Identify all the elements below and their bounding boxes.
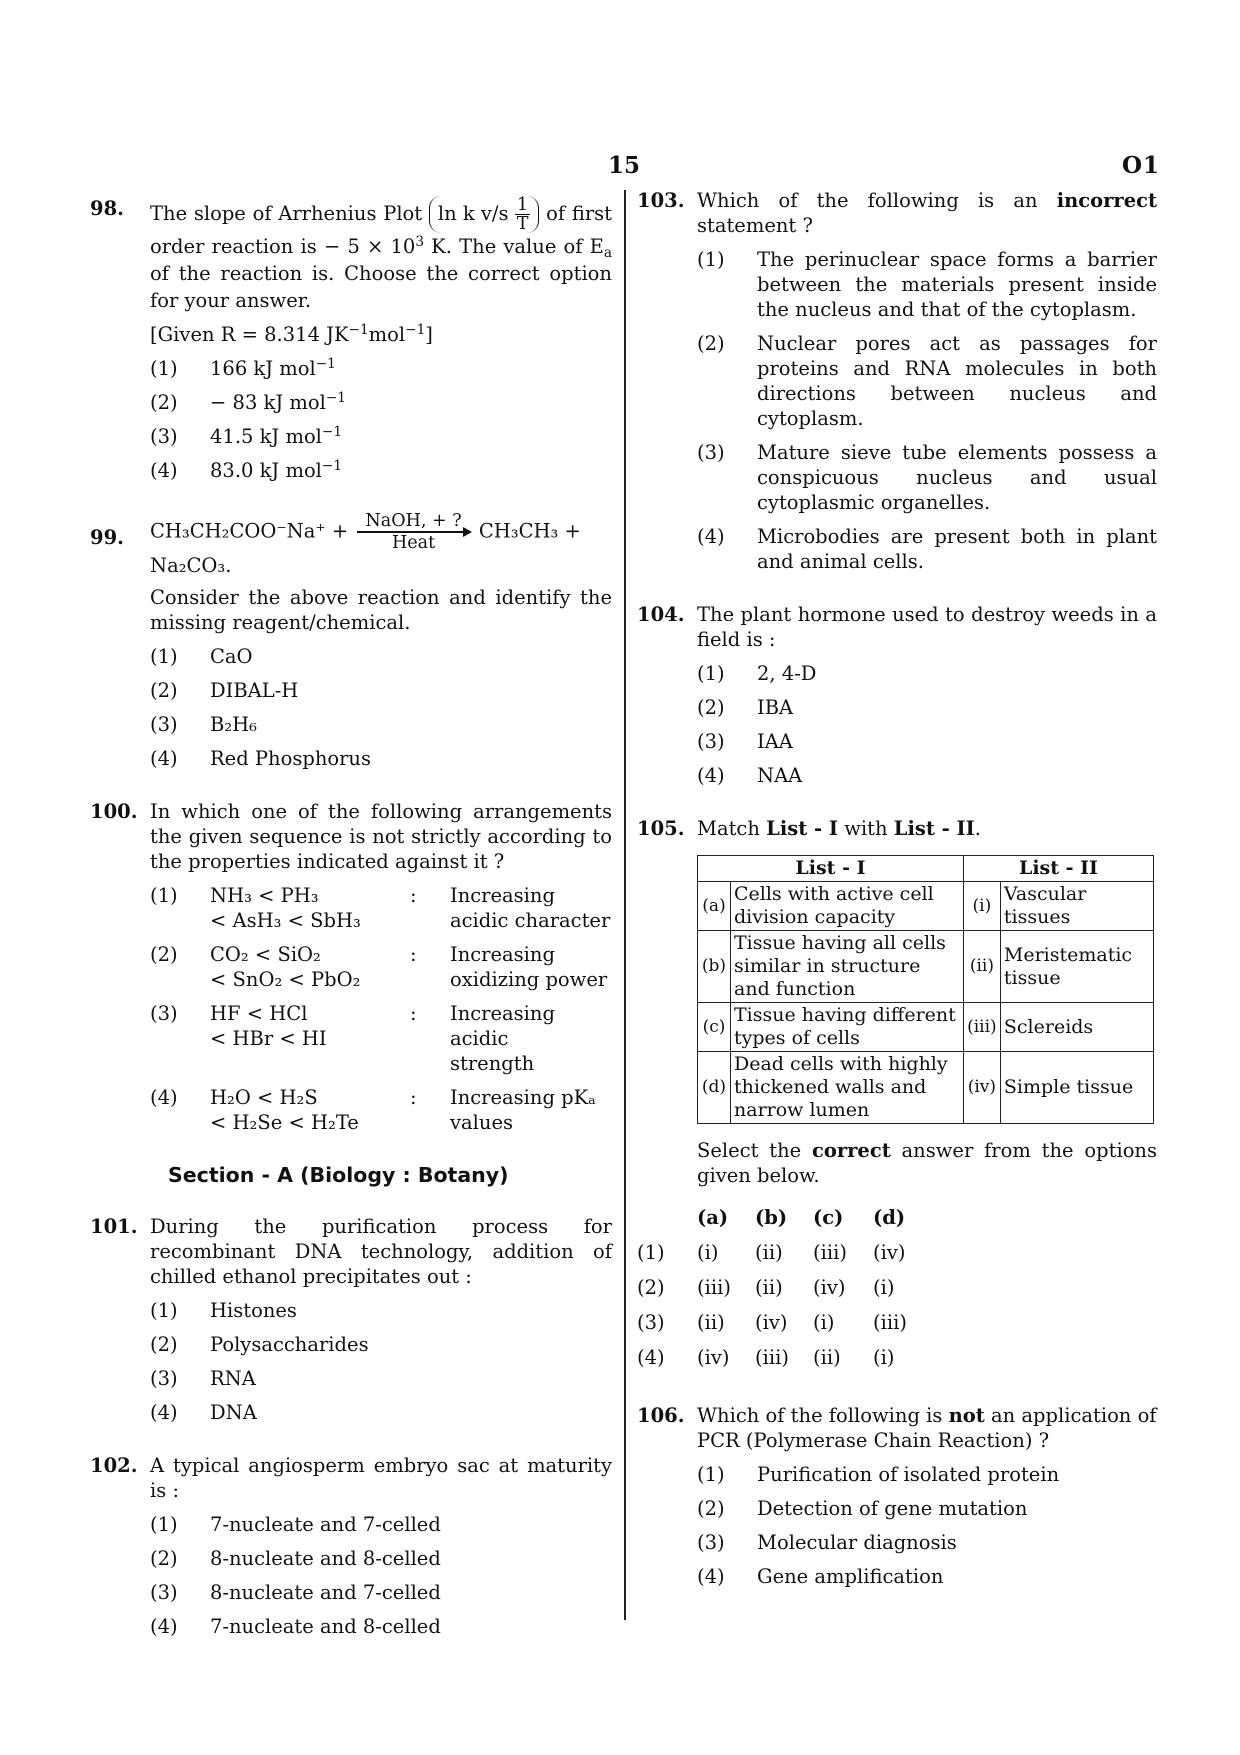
question-103 xyxy=(637,188,1157,574)
stem-text: answer from the options given below. xyxy=(697,1139,1157,1187)
answer-header: (a) xyxy=(697,1206,729,1229)
option-text: 8-nucleate and 7-celled xyxy=(210,1580,441,1604)
option-text: Detection of gene mutation xyxy=(757,1497,1028,1520)
subscript: a xyxy=(603,245,613,261)
question-number: 98. xyxy=(90,197,124,220)
option-number: (3) xyxy=(150,712,178,736)
option-text: Polysaccharides xyxy=(210,1332,369,1356)
stem-text: Match xyxy=(697,817,760,840)
list-1-cell: Dead cells with highly thickened walls and narrow lumen xyxy=(731,1052,964,1124)
option-4[interactable] xyxy=(150,1400,612,1425)
option-text: CaO xyxy=(210,644,253,668)
slope-value: − 5 × 10 xyxy=(323,235,416,258)
option-2[interactable] xyxy=(697,695,1157,720)
option-4[interactable] xyxy=(697,763,1157,788)
stem-text: with xyxy=(844,817,888,840)
answer-header: (c) xyxy=(813,1206,844,1229)
stem-emphasis: incorrect xyxy=(1056,189,1157,212)
question-102 xyxy=(90,1453,612,1639)
question-stem: A typical angiosperm embryo sac at maturity is : xyxy=(150,1453,612,1502)
property-line: Increasing xyxy=(450,942,555,966)
list-2-cell: Sclereids xyxy=(1000,1003,1153,1052)
option-2[interactable] xyxy=(697,1496,1157,1521)
slope-exponent: 3 xyxy=(415,234,425,250)
option-number: (1) xyxy=(637,1241,665,1264)
superscript: −1 xyxy=(348,322,369,338)
question-number: 104. xyxy=(637,603,685,626)
question-stem xyxy=(150,196,612,314)
option-4[interactable] xyxy=(150,1085,612,1135)
option-number: (1) xyxy=(697,248,725,271)
reaction-equation xyxy=(150,511,612,579)
option-number: (1) xyxy=(150,883,178,907)
option-text: 83.0 kJ mol xyxy=(210,459,322,482)
option-number: (4) xyxy=(150,1085,178,1109)
superscript: −1 xyxy=(325,390,346,406)
answer-grid xyxy=(637,1200,1157,1375)
option-number: (3) xyxy=(697,1531,725,1554)
answer-cell: (i) xyxy=(873,1276,895,1299)
table-header: List - II xyxy=(963,856,1153,882)
row-label: (d) xyxy=(698,1052,731,1124)
option-number: (4) xyxy=(697,525,725,548)
option-text: − 83 kJ mol xyxy=(210,391,326,414)
option-number: (3) xyxy=(637,1311,665,1334)
given-text: [Given R = 8.314 JK xyxy=(150,323,349,346)
option-number: (1) xyxy=(150,644,178,668)
stem-text: Select the xyxy=(697,1139,802,1162)
answer-cell: (iv) xyxy=(755,1311,788,1334)
property xyxy=(450,883,612,933)
list-1-cell: Cells with active cell division capacity xyxy=(731,882,964,931)
option-2[interactable] xyxy=(637,1270,1157,1305)
option-2[interactable] xyxy=(150,390,612,415)
question-104 xyxy=(637,602,1157,788)
option-number: (3) xyxy=(150,1366,178,1390)
question-stem xyxy=(697,816,1157,841)
arrangement-line: HF < HCl xyxy=(210,1001,308,1025)
left-column xyxy=(90,196,612,1667)
option-3[interactable] xyxy=(150,1001,612,1076)
stem-emphasis: not xyxy=(948,1404,985,1427)
column-divider xyxy=(624,190,626,1620)
option-number: (4) xyxy=(150,1400,178,1424)
colon: : xyxy=(410,1085,417,1109)
question-98 xyxy=(90,196,612,483)
reactant: CH₃CH₂COO⁻Na⁺ + xyxy=(150,519,349,543)
stem-text: The slope of Arrhenius Plot xyxy=(150,202,423,225)
option-number: (3) xyxy=(697,730,725,753)
property xyxy=(450,1085,612,1135)
arrow-bottom-label: Heat xyxy=(391,532,436,553)
question-number: 100. xyxy=(90,799,138,823)
option-number: (1) xyxy=(150,357,178,380)
row-label: (iii) xyxy=(963,1003,1000,1052)
table-row xyxy=(698,931,1154,1003)
section-title: Section - A (Biology : Botany) xyxy=(168,1162,509,1187)
option-text: The perinuclear space forms a barrier between the materials present inside the nucleus and that of the cytoplasm. xyxy=(757,248,1157,321)
answer-cell: (ii) xyxy=(813,1346,841,1369)
given-text: ] xyxy=(425,323,433,346)
option-number: (1) xyxy=(150,1298,178,1322)
fraction-numerator: 1 xyxy=(515,196,531,215)
question-number: 101. xyxy=(90,1214,138,1238)
table-row xyxy=(698,882,1154,931)
stem-text: The value of E xyxy=(459,235,604,258)
table-row xyxy=(698,1003,1154,1052)
option-text: Red Phosphorus xyxy=(210,746,371,770)
arrangement xyxy=(210,942,410,992)
option-number: (4) xyxy=(697,764,725,787)
arrangement-line: < H₂Se < H₂Te xyxy=(210,1110,359,1134)
stem-text: Which of the following is xyxy=(697,1404,943,1427)
list-2-cell: Vascular tissues xyxy=(1000,882,1153,931)
option-1[interactable] xyxy=(150,1512,612,1537)
option-1[interactable] xyxy=(150,883,612,933)
answer-cell: (iv) xyxy=(813,1276,846,1299)
option-text: IBA xyxy=(757,696,794,719)
answer-cell: (i) xyxy=(873,1346,895,1369)
option-text: 2, 4-D xyxy=(757,662,817,685)
stem-text: Which of the following is an xyxy=(697,189,1038,212)
stem-emphasis: correct xyxy=(812,1139,891,1162)
option-text: DIBAL-H xyxy=(210,678,299,702)
reaction-arrow xyxy=(357,511,469,553)
colon: : xyxy=(410,1001,417,1025)
option-number: (3) xyxy=(697,441,725,464)
given-text: mol xyxy=(368,323,406,346)
stem-emphasis: List - I xyxy=(766,817,839,840)
option-4[interactable] xyxy=(637,1340,1157,1375)
option-2[interactable] xyxy=(150,1546,612,1571)
option-number: (2) xyxy=(150,942,178,966)
option-text: Mature sieve tube elements possess a conspicuous nucleus and usual cytoplasmic organelles. xyxy=(757,441,1157,514)
plot-expression xyxy=(429,196,540,233)
option-number: (4) xyxy=(697,1565,725,1588)
question-100 xyxy=(90,799,612,1135)
question-99 xyxy=(90,511,612,771)
property-line: strength xyxy=(450,1051,535,1075)
answer-cell: (iii) xyxy=(813,1241,847,1264)
superscript: −1 xyxy=(405,322,426,338)
option-number: (2) xyxy=(150,391,178,414)
option-1[interactable] xyxy=(697,661,1157,686)
arrangement-line: < SnO₂ < PbO₂ xyxy=(210,967,361,991)
option-number: (2) xyxy=(697,332,725,355)
stem-emphasis: List - II xyxy=(893,817,975,840)
option-2[interactable] xyxy=(697,331,1157,431)
option-number: (3) xyxy=(150,1580,178,1604)
option-text: 7-nucleate and 7-celled xyxy=(210,1512,441,1536)
property-line: acidic character xyxy=(450,908,611,932)
option-number: (4) xyxy=(150,459,178,482)
answer-cell: (ii) xyxy=(755,1241,783,1264)
option-2[interactable] xyxy=(150,942,612,992)
table-row xyxy=(698,1052,1154,1124)
option-text: 166 kJ mol xyxy=(210,357,316,380)
answer-cell: (iv) xyxy=(873,1241,906,1264)
option-1[interactable] xyxy=(150,356,612,381)
question-stem: During the purification process for recombinant DNA technology, addition of chilled ethanol precipitates out : xyxy=(150,1214,612,1288)
option-3[interactable] xyxy=(697,440,1157,515)
answer-header: (b) xyxy=(755,1206,788,1229)
answer-cell: (iii) xyxy=(873,1311,907,1334)
question-number: 99. xyxy=(90,526,124,549)
option-4[interactable] xyxy=(697,524,1157,574)
option-4[interactable] xyxy=(150,1614,612,1639)
option-4[interactable] xyxy=(150,746,612,771)
option-text: RNA xyxy=(210,1366,256,1390)
table-header-row xyxy=(698,856,1154,882)
option-3[interactable] xyxy=(150,1366,612,1391)
option-number: (2) xyxy=(150,1332,178,1356)
question-stem xyxy=(697,188,1157,238)
answer-header: (d) xyxy=(873,1206,906,1229)
page-number: 15 xyxy=(608,152,641,179)
option-text: NAA xyxy=(757,764,803,787)
property xyxy=(450,1001,612,1076)
option-text: Gene amplification xyxy=(757,1565,944,1588)
option-3[interactable] xyxy=(637,1305,1157,1340)
option-number: (1) xyxy=(697,1463,725,1486)
option-text: 7-nucleate and 8-celled xyxy=(210,1614,441,1638)
option-text: 8-nucleate and 8-celled xyxy=(210,1546,441,1570)
question-105 xyxy=(637,816,1157,1375)
option-3[interactable] xyxy=(150,424,612,449)
option-number: (3) xyxy=(150,1001,178,1025)
option-4[interactable] xyxy=(150,458,612,483)
stem-text: statement ? xyxy=(697,214,813,237)
answer-cell: (iv) xyxy=(697,1346,730,1369)
answer-cell: (ii) xyxy=(697,1311,725,1334)
superscript: −1 xyxy=(321,458,343,474)
option-text: Microbodies are present both in plant and animal cells. xyxy=(757,525,1157,573)
option-1[interactable] xyxy=(150,644,612,669)
row-label: (iv) xyxy=(963,1052,1000,1124)
option-number: (4) xyxy=(150,1614,178,1638)
colon: : xyxy=(410,883,417,907)
option-text: IAA xyxy=(757,730,793,753)
question-number: 103. xyxy=(637,189,685,212)
option-text: Molecular diagnosis xyxy=(757,1531,957,1554)
question-stem xyxy=(697,1403,1157,1453)
arrangement xyxy=(210,1001,410,1051)
option-3[interactable] xyxy=(697,729,1157,754)
property-line: Increasing acidic xyxy=(450,1001,555,1050)
option-number: (4) xyxy=(150,746,178,770)
row-label: (a) xyxy=(698,882,731,931)
arrangement-line: < HBr < HI xyxy=(210,1026,327,1050)
list-1-cell: Tissue having all cells similar in structure and function xyxy=(731,931,964,1003)
option-text: 41.5 kJ mol xyxy=(210,425,322,448)
option-2[interactable] xyxy=(150,1332,612,1357)
colon: : xyxy=(410,942,417,966)
option-2[interactable] xyxy=(150,678,612,703)
option-text: Nuclear pores act as passages for proteins and RNA molecules in both directions between nucleus and cytoplasm. xyxy=(757,332,1157,430)
option-text: Purification of isolated protein xyxy=(757,1463,1060,1486)
option-number: (2) xyxy=(637,1276,665,1299)
stem-text: of first order reaction is xyxy=(150,202,613,258)
property-line: Increasing xyxy=(450,883,555,907)
option-3[interactable] xyxy=(697,1530,1157,1555)
question-101 xyxy=(90,1214,612,1425)
paper-code: O1 xyxy=(1122,152,1161,179)
arrangement-line: CO₂ < SiO₂ xyxy=(210,942,321,966)
option-number: (4) xyxy=(637,1346,665,1369)
superscript: −1 xyxy=(315,356,336,372)
list-2-cell: Meristematic tissue xyxy=(1000,931,1153,1003)
property xyxy=(450,942,612,992)
product: CH₃CH₃ + Na₂CO₃. xyxy=(150,519,581,577)
plot-lnk: ln k v/s xyxy=(437,202,509,225)
question-number: 105. xyxy=(637,817,685,840)
row-label: (c) xyxy=(698,1003,731,1052)
option-4[interactable] xyxy=(697,1564,1157,1589)
arrangement-line: H₂O < H₂S xyxy=(210,1085,318,1109)
answer-header-row xyxy=(637,1200,1157,1235)
property-line: values xyxy=(450,1110,513,1134)
option-number: (3) xyxy=(150,425,178,448)
option-number: (1) xyxy=(150,1512,178,1536)
option-3[interactable] xyxy=(150,712,612,737)
option-number: (1) xyxy=(697,662,725,685)
answer-cell: (i) xyxy=(697,1241,719,1264)
row-label: (b) xyxy=(698,931,731,1003)
fraction-denominator: T xyxy=(516,214,529,234)
question-number: 102. xyxy=(90,1453,138,1477)
answer-cell: (iii) xyxy=(755,1346,789,1369)
stem-text: of the reaction is. Choose the correct option for your answer. xyxy=(150,262,612,312)
table-header: List - I xyxy=(698,856,964,882)
option-number: (2) xyxy=(150,1546,178,1570)
stem-text: an application of PCR (Polymerase Chain Reaction) ? xyxy=(697,1404,1157,1452)
arrow-line xyxy=(357,531,469,533)
answer-cell: (iii) xyxy=(697,1276,731,1299)
option-number: (2) xyxy=(697,1497,725,1520)
arrangement xyxy=(210,883,410,933)
arrangement-line: NH₃ < PH₃ xyxy=(210,883,319,907)
answer-cell: (ii) xyxy=(755,1276,783,1299)
arrangement-line: < AsH₃ < SbH₃ xyxy=(210,908,361,932)
option-3[interactable] xyxy=(150,1580,612,1605)
question-stem: Consider the above reaction and identify the missing reagent/chemical. xyxy=(150,585,612,634)
list-2-cell: Simple tissue xyxy=(1000,1052,1153,1124)
answer-cell: (i) xyxy=(813,1311,835,1334)
fraction xyxy=(515,196,531,233)
row-label: (i) xyxy=(963,882,1000,931)
question-number: 106. xyxy=(637,1404,685,1427)
right-column xyxy=(637,188,1157,1617)
arrow-top-label: NaOH, + ? xyxy=(365,511,462,531)
stem-text: . xyxy=(974,817,981,840)
slope-unit: K. xyxy=(424,235,452,258)
superscript: −1 xyxy=(321,424,343,440)
property-line: Increasing pKₐ xyxy=(450,1085,596,1109)
option-text: DNA xyxy=(210,1400,257,1424)
question-stem: In which one of the following arrangements the given sequence is not strictly according to the properties indicated against it ? xyxy=(150,799,612,873)
option-number: (2) xyxy=(697,696,725,719)
given-constant xyxy=(150,322,612,347)
row-label: (ii) xyxy=(963,931,1000,1003)
option-1[interactable] xyxy=(150,1298,612,1323)
option-text: Histones xyxy=(210,1298,297,1322)
option-text: B₂H₆ xyxy=(210,712,257,736)
property-line: oxidizing power xyxy=(450,967,608,991)
match-table xyxy=(697,855,1154,1124)
option-1[interactable] xyxy=(697,1462,1157,1487)
option-1[interactable] xyxy=(697,247,1157,322)
list-1-cell: Tissue having different types of cells xyxy=(731,1003,964,1052)
select-instruction xyxy=(697,1138,1157,1188)
question-stem: The plant hormone used to destroy weeds in a field is : xyxy=(697,603,1157,651)
option-number: (2) xyxy=(150,678,178,702)
option-1[interactable] xyxy=(637,1235,1157,1270)
arrangement xyxy=(210,1085,410,1135)
question-106 xyxy=(637,1403,1157,1589)
